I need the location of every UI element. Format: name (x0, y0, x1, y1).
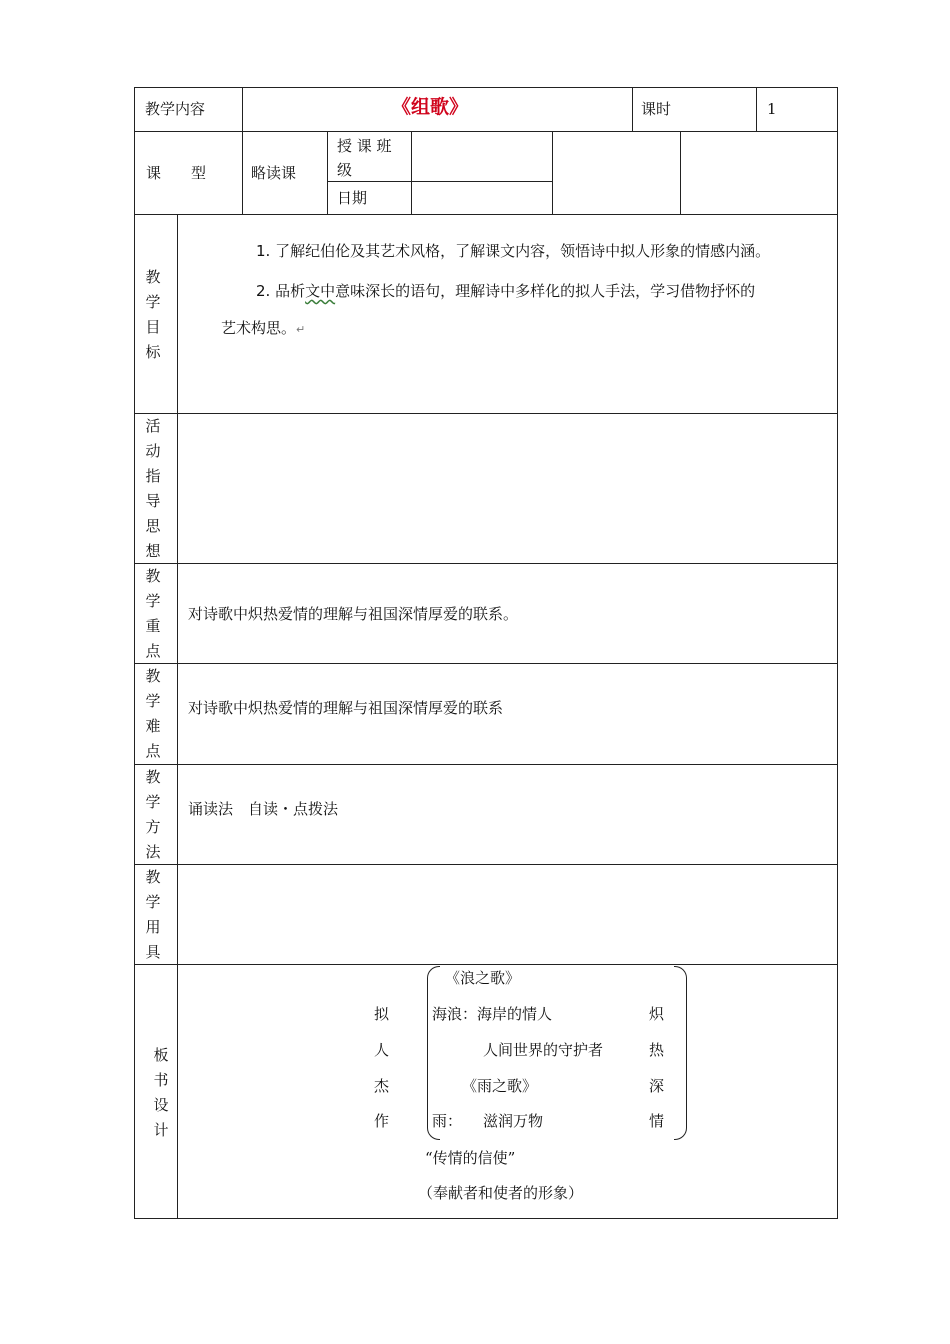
table-border (680, 131, 681, 215)
board-left-char: 作 (374, 1112, 390, 1130)
table-border (242, 87, 243, 215)
table-border (411, 131, 412, 215)
table-border (134, 663, 838, 664)
table-border (756, 87, 757, 132)
board-right-char: 情 (649, 1112, 665, 1130)
date-label: 日期 (337, 189, 368, 207)
goal-2-part-c: 意味深长的语句，理解诗中多样化的拟人手法，学习借物抒怀的 (335, 282, 756, 300)
lesson-title: 《组歌》 (392, 96, 469, 118)
table-border (177, 214, 178, 1219)
board-bottom-1: “传情的信使” (425, 1149, 516, 1167)
goal-2-part-a: 2. 品析 (256, 282, 306, 300)
board-right-char: 热 (649, 1041, 665, 1059)
goal-2 (256, 281, 755, 301)
board-line-3: 人间世界的守护者 (483, 1041, 604, 1059)
table-border (632, 87, 633, 132)
table-border (134, 87, 838, 88)
activity-label: 活动指导思想 (145, 417, 161, 560)
goal-1: 1. 了解纪伯伦及其艺术风格，了解课文内容，领悟诗中拟人形象的情感内涵。 (256, 242, 771, 260)
table-border (134, 214, 838, 215)
board-left-char: 人 (374, 1041, 390, 1059)
table-border (134, 964, 838, 965)
goals-label: 教学目标 (145, 268, 161, 361)
tools-label: 教学用具 (145, 868, 161, 961)
goal-2-continued-text: 艺术构思。 (221, 319, 297, 337)
table-border (837, 87, 838, 1219)
table-border (134, 131, 838, 132)
key-text: 对诗歌中炽热爱情的理解与祖国深情厚爱的联系。 (188, 605, 519, 623)
table-border (134, 563, 838, 564)
board-line-5a: 雨： (432, 1112, 463, 1130)
period-label: 课时 (641, 100, 672, 118)
table-border (134, 87, 135, 1219)
table-border (552, 131, 553, 215)
period-value: 1 (767, 100, 777, 118)
table-border (134, 413, 838, 414)
board-left-char: 拟 (374, 1005, 390, 1023)
method-label: 教学方法 (145, 768, 161, 861)
board-line-1: 《浪之歌》 (445, 969, 521, 987)
board-right-char: 深 (649, 1077, 665, 1095)
return-mark: ↵ (296, 323, 306, 336)
table-border (327, 131, 328, 215)
board-line-2: 海浪：海岸的情人 (432, 1005, 553, 1023)
goal-2-part-b: 文中 (305, 282, 336, 300)
difficult-label: 教学难点 (145, 667, 161, 760)
content-label: 教学内容 (145, 100, 206, 118)
course-type-value: 略读课 (251, 164, 297, 182)
table-border (134, 764, 838, 765)
board-right-char: 炽 (649, 1005, 665, 1023)
board-left-char: 杰 (374, 1077, 390, 1095)
board-line-5b: 滋润万物 (483, 1112, 544, 1130)
right-brace (674, 966, 687, 1140)
difficult-text: 对诗歌中炽热爱情的理解与祖国深情厚爱的联系 (188, 699, 504, 717)
table-border (134, 1218, 838, 1219)
board-bottom-2: （奉献者和使者的形象） (418, 1184, 584, 1202)
goal-2-continued (221, 318, 305, 340)
class-label: 授 课 班 级 (337, 137, 392, 179)
table-border (134, 864, 838, 865)
board-label: 板书设计 (153, 1046, 169, 1139)
course-type-label: 课 型 (146, 164, 207, 182)
key-label: 教学重点 (145, 567, 161, 660)
board-line-4: 《雨之歌》 (462, 1077, 538, 1095)
method-text: 诵读法 自读・点拨法 (188, 800, 339, 818)
